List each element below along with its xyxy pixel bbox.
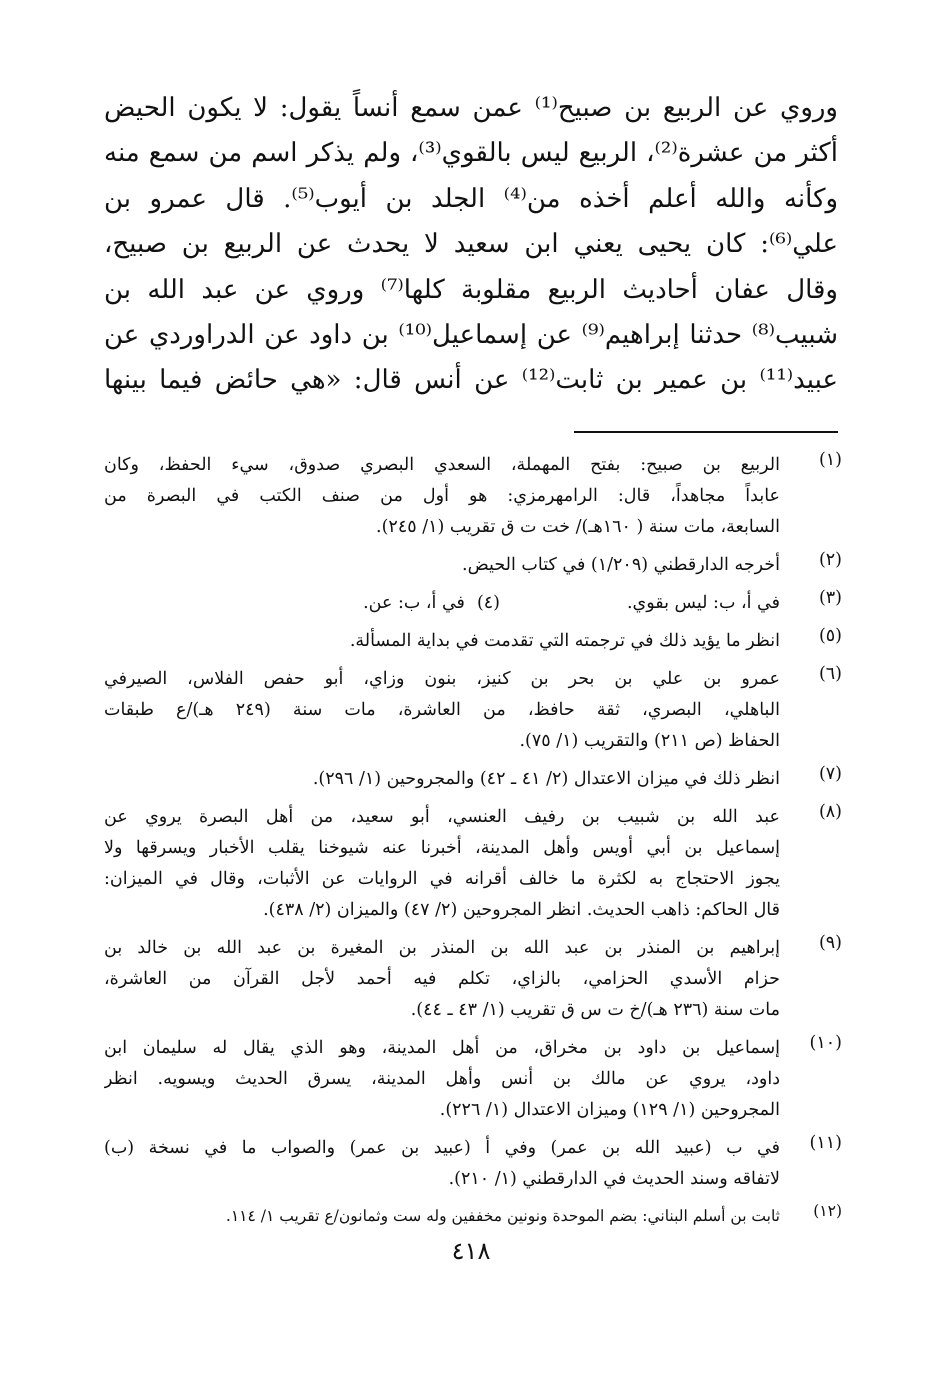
footnote-line: قال الحاكم: ذاهب الحديث. انظر المجروحين (٢/ ٤٧) والميزان (٢/ ٤٣٨). [263, 900, 780, 920]
main-body-text [104, 86, 838, 404]
footnote-number: (٣) [818, 588, 842, 608]
footnote-line: حزام الأسدي الحزامي، بالزاي، تكلم فيه أحمد لأجل القرآن من العاشرة، [104, 969, 780, 989]
footnote-4-text: في أ، ب: عن. [363, 593, 465, 613]
footnote-6 [104, 664, 842, 757]
footnote-number: (٧) [818, 764, 842, 784]
page-number: ٤١٨ [451, 1237, 491, 1265]
body-line: شبيب⁽⁸⁾ حدثنا إبراهيم⁽⁹⁾ عن إسماعيل⁽¹⁰⁾ بن داود عن الدراوردي عن [104, 319, 838, 350]
footnote-number: (٩) [818, 933, 842, 953]
footnote-5 [104, 626, 842, 657]
footnote-line: السابعة، مات سنة ( ١٦٠هـ)/ خت ت ق تقريب (١/ ٢٤٥). [376, 517, 780, 537]
footnote-8 [104, 802, 842, 926]
body-line: وكأنه والله أعلم أخذه من⁽⁴⁾ الجلد بن أيوب⁽⁵⁾. قال عمرو بن [104, 183, 838, 214]
footnote-line: عابداً مجاهداً، قال: الرامهرمزي: هو أول من صنف الكتب في البصرة من [104, 486, 780, 506]
footnote-line: الحفاظ (ص ٢١١) والتقريب (١/ ٧٥). [519, 731, 780, 751]
footnote-2 [104, 550, 842, 581]
footnote-line: مات سنة (٢٣٦ هـ)/خ ت س ق تقريب (١/ ٤٣ ـ ٤٤). [410, 1000, 780, 1020]
footnotes [104, 450, 842, 1237]
footnote-number: (٦) [818, 664, 842, 684]
body-line: عبيد⁽¹¹⁾ بن عمير بن ثابت⁽¹²⁾ عن أنس قال: «هي حائض فيما بينها [104, 365, 838, 396]
footnote-1 [104, 450, 842, 543]
body-line: وروي عن الربيع بن صبيح⁽¹⁾ عمن سمع أنساً يقول: لا يكون الحيض [104, 93, 838, 123]
body-line: أكثر من عشرة⁽²⁾، الربيع ليس بالقوي⁽³⁾، ولم يذكر اسم من سمع منه [104, 138, 838, 169]
footnote-number: (١٠) [809, 1033, 842, 1053]
footnote-line: المجروحين (١/ ١٢٩) وميزان الاعتدال (١/ ٢٢٦). [439, 1100, 780, 1120]
footnote-line: داود، يروي عن مالك بن أنس وأهل المدينة، يسرق الحديث ويسويه. انظر [104, 1069, 780, 1089]
footnote-number: (٨) [818, 802, 842, 822]
footnote-line: يجوز الاحتجاج به لكثرة ما خالف أقرانه في الروايات عن الأثبات، وقال في الميزان: [104, 869, 780, 889]
footnote-3-text: في أ، ب: ليس بقوي. [626, 593, 780, 613]
footnote-line: إسماعيل بن داود بن مخراق، من أهل المدينة، وهو الذي يقال له سليمان ابن [104, 1038, 780, 1058]
footnote-7 [104, 764, 842, 795]
footnote-split-row [104, 588, 780, 619]
footnote-line: لاتفاقه وسند الحديث في الدارقطني (١/ ٢١٠). [448, 1169, 780, 1189]
footnote-line: إبراهيم بن المنذر بن عبد الله بن المنذر بن المغيرة بن عبد الله بن خالد بن [104, 938, 780, 958]
body-line: وقال عفان أحاديث الربيع مقلوبة كلها⁽⁷⁾ وروي عن عبد الله بن [104, 274, 838, 305]
footnote-line: الباهلي، البصري، ثقة حافظ، من العاشرة، مات سنة (٢٤٩ هـ)/ع طبقات [104, 700, 780, 720]
footnote-3-4 [104, 588, 842, 619]
footnote-number: (٥) [818, 626, 842, 646]
footnote-number: (٢) [818, 550, 842, 570]
footnote-line: عمرو بن علي بن بحر بن كنيز، بنون وزاي، أبو حفص الفلاس، الصيرفي [104, 669, 780, 689]
footnote-number: (١١) [809, 1133, 842, 1153]
body-line: علي⁽⁶⁾: كان يحيى يعني ابن سعيد لا يحدث عن الربيع بن صبيح، [104, 229, 838, 260]
footnote-line: انظر ما يؤيد ذلك في ترجمته التي تقدمت في بداية المسألة. [349, 631, 780, 651]
footnote-10 [104, 1033, 842, 1126]
footnote-line: انظر ذلك في ميزان الاعتدال (٢/ ٤١ ـ ٤٢) والمجروحين (١/ ٢٩٦). [312, 769, 780, 789]
footnote-4-number: (٤) [476, 593, 500, 613]
footnote-line: في ب (عبيد الله بن عمر) وفي أ (عبيد بن عمر) والصواب ما في نسخة (ب) [104, 1138, 780, 1158]
footnote-11 [104, 1133, 842, 1195]
footnote-line: الربيع بن صبيح: بفتح المهملة، السعدي البصري صدوق، سيء الحفظ، وكان [104, 455, 780, 475]
footnote-number: (١٢) [813, 1202, 842, 1220]
footnote-line: عبد الله بن شبيب بن رفيف العنسي، أبو سعيد، من أهل البصرة يروي عن [104, 807, 780, 827]
footnote-9 [104, 933, 842, 1026]
footnote-12 [104, 1202, 842, 1230]
footnote-line: ثابت بن أسلم البناني: بضم الموحدة ونونين مخففين وله ست وثمانون/ع تقريب ١/ ١١٤. [225, 1207, 780, 1225]
footnote-line: أخرجه الدارقطني (١/٢٠٩) في كتاب الحيض. [462, 555, 780, 575]
footnote-number: (١) [818, 450, 842, 470]
footnote-line: إسماعيل بن أبي أويس وأهل المدينة، أخبرنا عنه شيوخنا يقلب الأخبار ويسرقها ولا [104, 838, 780, 858]
footnote-separator [574, 431, 838, 433]
